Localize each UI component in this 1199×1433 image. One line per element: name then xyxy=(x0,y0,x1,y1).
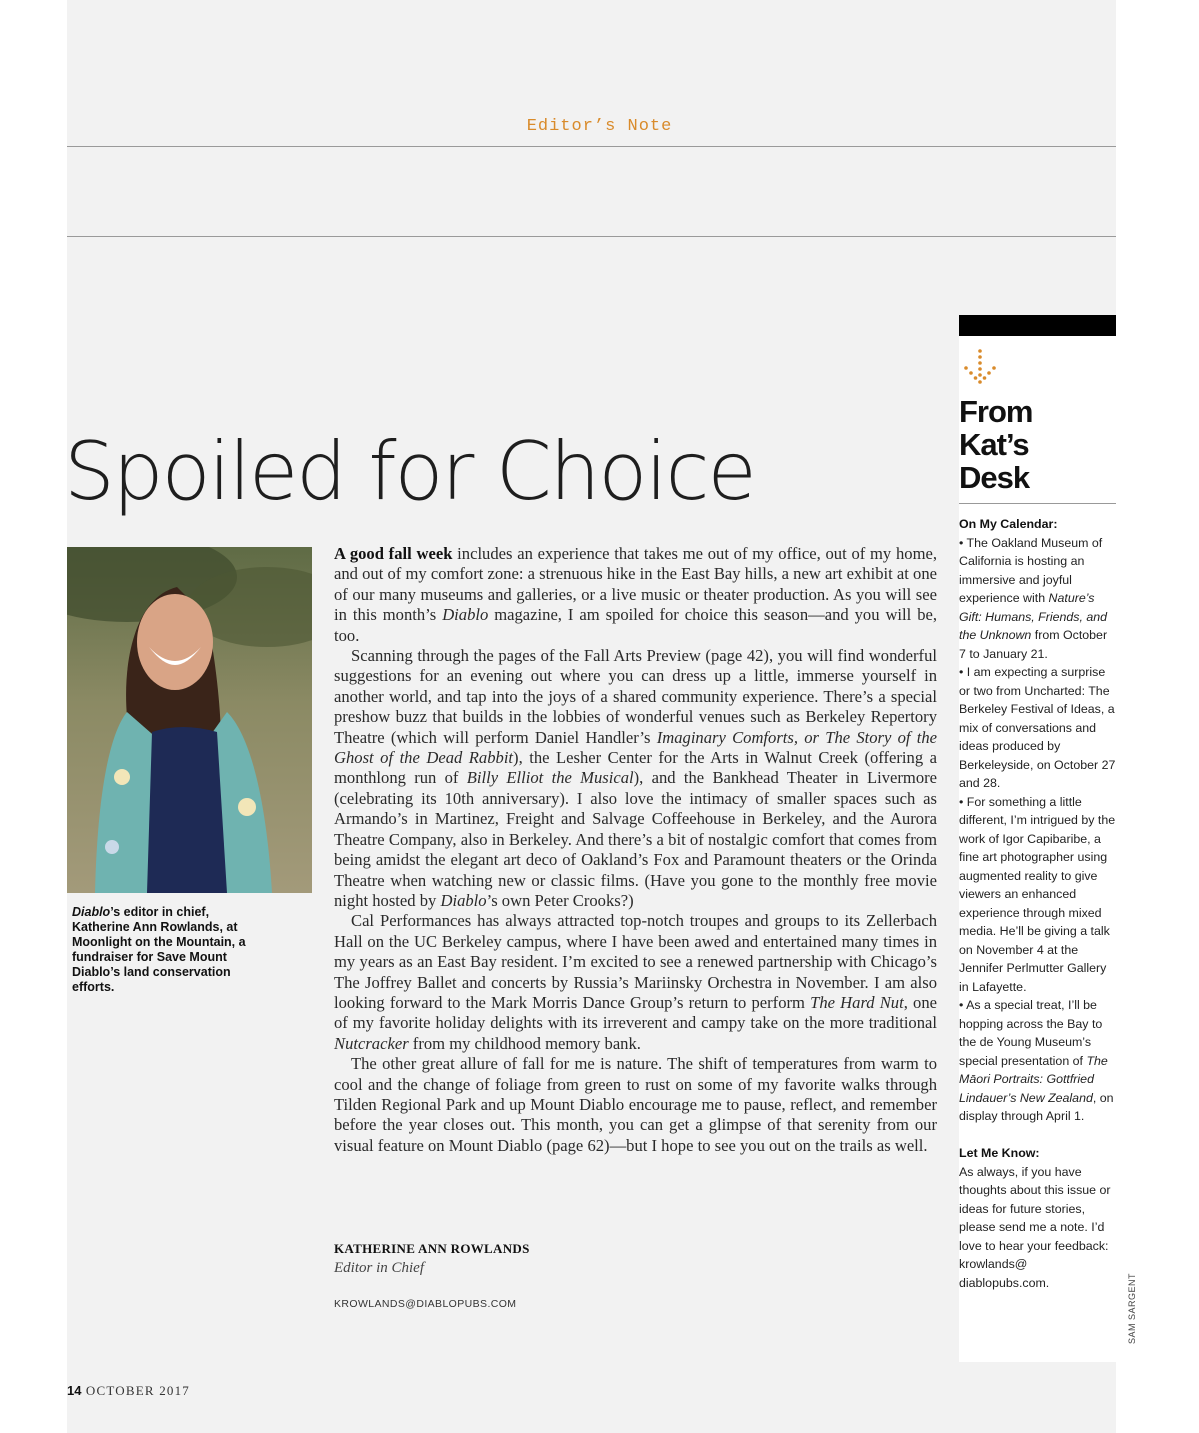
p3-italic-2: Nutcracker xyxy=(334,1033,409,1053)
paragraph-4: The other great allure of fall for me is nature. The shift of temperatures from warm to cool and the change of foliage from green to rust on some of my favorite walks through Tilden Regional Park and up Mount Diablo encourage me to pause, reflect, and remember before the year closes out. This month, you can get a glimpse of that serenity from our visual feature on Mount Diablo (page 62)—but I hope to see you out on the trails as well. xyxy=(334,1054,937,1155)
sidebar-rule xyxy=(959,503,1116,504)
p2-text-b: ), the Lesher Center for the Arts in Walnut Creek (offering a monthlong run of xyxy=(334,748,938,788)
p3-text-a: Cal Performances has always attracted top-notch troupes and groups to its Zellerbach Hall on the UC Berkeley campus, where I have been awed and entertained many times in my years as an East Bay resident. I’m excited to see a renewed partnership with Chicago’s The Joffrey Ballet and concerts by Russia’s Mariinsky Orchestra in November. I am also looking forward to the Mark Morris Dance Group’s return to perform xyxy=(334,911,937,1012)
calendar-item-2: • I am expecting a surprise or two from Uncharted: The Berkeley Festival of Ideas, a mix of conversations and ideas produced by Berkeleyside, on October 27 and 28. xyxy=(959,665,1116,790)
sidebar-title-line-2: Kat’s xyxy=(959,427,1029,462)
sidebar-title xyxy=(959,395,1033,494)
p1-text-a: includes an experience that takes me out of my office, out of my home, and out of my comfort zone: a strenuous hike in the East Bay hills, a new art exhibit at one of our many museums and galleries, or a live music or theater production. As you will see in this month’s xyxy=(334,544,937,625)
p1-text-b: magazine, I am spoiled for choice this season—and you will be, too. xyxy=(334,605,938,645)
paragraph-2 xyxy=(334,646,937,911)
photo-credit: SAM SARGENT xyxy=(1127,1272,1137,1344)
item1-text-a: • The Oakland Museum of California is hosting an immersive and joyful experience with xyxy=(959,535,1103,605)
let-me-know-text: As always, if you have thoughts about this issue or ideas for future stories, please send me a note. I’d love to hear your feedback: krowlands@ diablopubs.com. xyxy=(959,1164,1111,1290)
p3-text-b: , one of my favorite holiday delights with its irreverent and campy take on the more traditional xyxy=(334,992,937,1033)
calendar-heading: On My Calendar: xyxy=(959,517,1058,531)
photo-caption xyxy=(72,905,252,995)
p2-italic-3: Diablo xyxy=(440,890,487,910)
p2-italic-1: Imaginary Comforts, or The Story of the Ghost of the Dead Rabbit xyxy=(334,727,937,768)
sidebar-gap xyxy=(959,1126,1116,1145)
p2-text-d: ’s own Peter Crooks?) xyxy=(486,890,634,910)
item4-italic: The Māori Portraits: Gottfried Lindauer’s New Zealand xyxy=(959,1053,1108,1105)
p1-italic: Diablo xyxy=(442,605,489,625)
caption-text: ’s editor in chief, Katherine Ann Rowlands, at Moonlight on the Mountain, a fundraiser for Save Mount Diablo’s land conservation efforts. xyxy=(72,905,246,994)
page-folio xyxy=(67,1383,190,1399)
header-rule-bottom xyxy=(67,236,1116,237)
signature-email[interactable]: KROWLANDS@DIABLOPUBS.COM xyxy=(334,1298,517,1310)
let-me-know-heading: Let Me Know: xyxy=(959,1146,1040,1160)
signature-name: KATHERINE ANN ROWLANDS xyxy=(334,1241,530,1256)
calendar-item-1 xyxy=(959,534,1116,664)
page-number: 14 xyxy=(67,1383,82,1398)
p3-italic-1: The Hard Nut xyxy=(810,992,904,1012)
header-rule-top xyxy=(67,146,1116,147)
sidebar-title-line-3: Desk xyxy=(959,460,1030,495)
p3-text-c: from my childhood memory bank. xyxy=(408,1033,641,1053)
editor-photo xyxy=(67,547,312,893)
section-label: Editor’s Note xyxy=(526,117,673,136)
item4-text-b: , on display through April 1. xyxy=(959,1090,1114,1123)
calendar-item-3: • For something a little different, I’m intrigued by the work of Igor Capibaribe, a fine art photographer using augmented reality to give viewers an enhanced experience through mixed media. He’ll be giving a talk on November 4 at the Jennifer Perlmutter Gallery in Lafayette. xyxy=(959,794,1116,994)
sidebar-top-bar xyxy=(959,315,1116,336)
paragraph-1 xyxy=(334,544,937,646)
issue-date: OCTOBER 2017 xyxy=(85,1383,191,1398)
caption-publication: Diablo xyxy=(72,905,111,919)
sidebar-content xyxy=(959,515,1116,1292)
calendar-item-4 xyxy=(959,996,1116,1126)
signature-title: Editor in Chief xyxy=(334,1260,424,1276)
dotted-arrow-down-icon xyxy=(962,348,998,393)
item1-text-b: from October 7 to January 21. xyxy=(959,628,1108,661)
article-body xyxy=(334,544,937,1156)
sidebar-from-kats-desk xyxy=(959,315,1116,1362)
article-headline: Spoiled for Choice xyxy=(64,425,755,518)
p2-text-c: ), and the Bankhead Theater in Livermore (celebrating its 10th anniversary). I also love the intimacy of smaller spaces such as Armando’s in Martinez, Freight and Salvage Coffeehouse in Berkeley, and the Aurora Theatre Company, also in Berkeley. And there’s a bit of nostalgic comfort that comes from being amidst the elegant art deco of Oakland’s Fox and Paramount theaters or the Orinda Theatre when watching new or classic films. (Have you gone to the monthly free movie night hosted by xyxy=(334,768,938,910)
p2-italic-2: Billy Elliot the Musical xyxy=(466,768,634,788)
sidebar-title-line-1: From xyxy=(959,394,1033,429)
paragraph-3 xyxy=(334,911,937,1054)
lead-in: A good fall week xyxy=(334,544,453,563)
item1-italic: Nature’s Gift: Humans, Friends, and the Unknown xyxy=(959,591,1108,642)
p2-text-a: Scanning through the pages of the Fall Arts Preview (page 42), you will find wonderful suggestions for an evening out where you can dress up a little, immerse yourself in another world, and tap into the joys of a shared community experience. There’s a special preshow buzz that builds in the lobbies of wonderful venues such as Berkeley Repertory Theatre (which will perform Daniel Handler’s xyxy=(334,646,937,747)
item4-text-a: • As a special treat, I’ll be hopping across the Bay to the de Young Museum’s special presentation of xyxy=(959,998,1103,1068)
